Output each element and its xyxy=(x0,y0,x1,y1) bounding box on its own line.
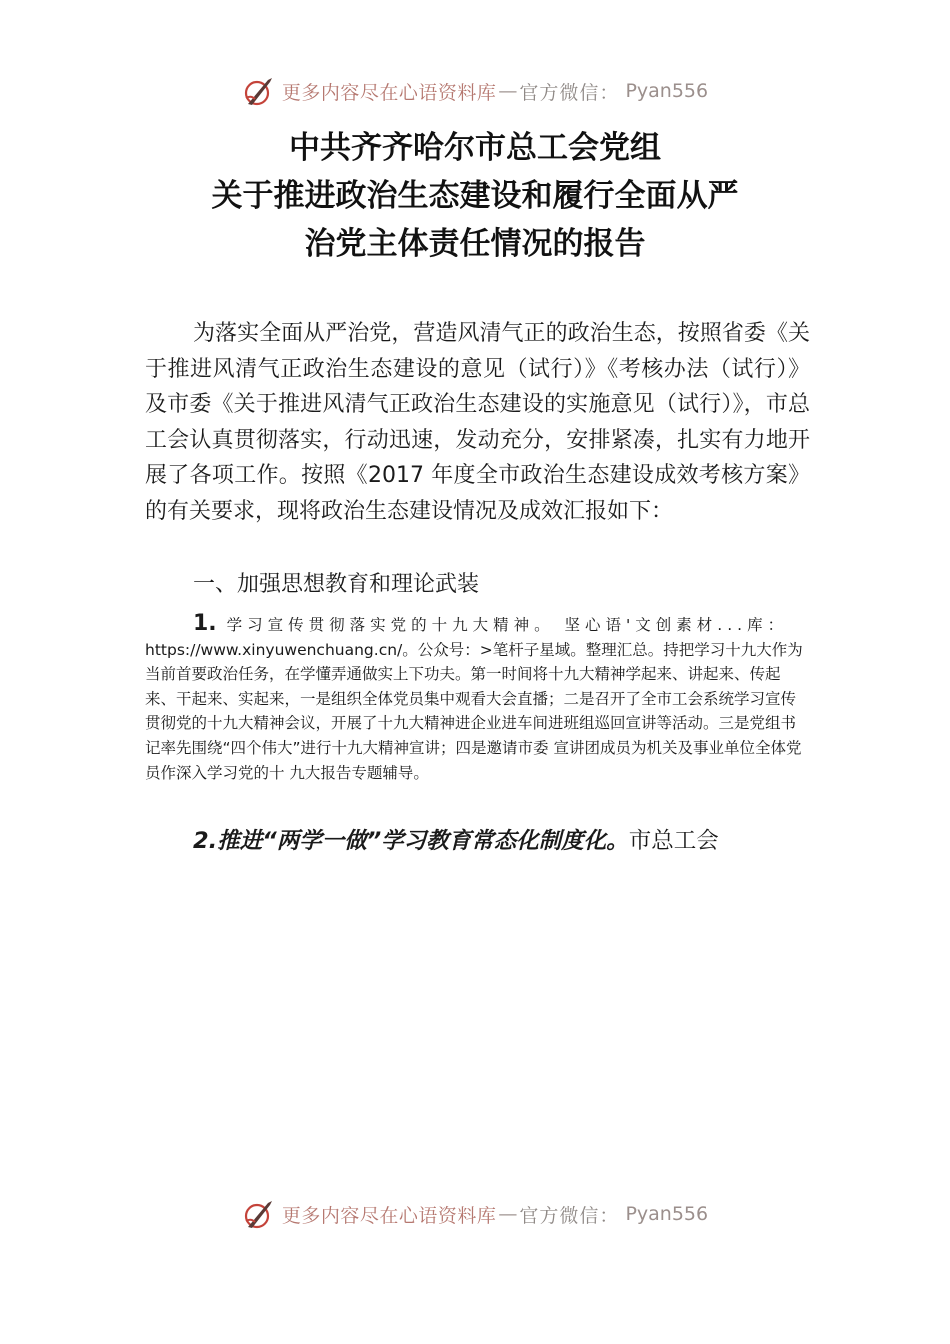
document-title xyxy=(0,124,950,268)
title-line-2: 关于推进政治生态建设和履行全面从严 xyxy=(211,178,739,214)
watermark-text: 更多内容尽在心语资料库 xyxy=(281,81,497,104)
item-1-lead xyxy=(145,611,789,636)
section-heading-1: 一、加强思想教育和理论武装 xyxy=(193,572,480,597)
item-1-heading: 学习宣传贯彻落实党的十九大精神。 坚心语'文创素材...库： xyxy=(216,616,789,634)
item-2-paragraph xyxy=(193,824,719,858)
watermark-wechat-id: Pyan556 xyxy=(625,80,709,102)
watermark-wechat-id: Pyan556 xyxy=(625,1203,709,1225)
watermark-wechat-label: 官方微信： xyxy=(519,81,620,104)
item-1-body: https://www.xinyuwenchuang.cn/。公众号：>笔杆子星域。整理汇总。持把学习十九大作为当前首要政治任务，在学懂弄通做实上下功夫。第一时间将十九大精神学起来、讲起来、传起来、干起来、实起来，一是组织全体党员集中观看大会直播；二是召开了全市工会系统学习宣传贯彻党的十九大精神会议，开展了十九大精神进企业进车间进班组巡回宣讲等活动。三是党组书记率先围绕“四个伟大”进行十九大精神宣讲；四是邀请市委 宣讲团成员为机关及事业单位全体党员作深入学习党的十 九大报告专题辅导。 xyxy=(145,640,803,782)
watermark-wechat-label: 官方微信： xyxy=(519,1204,620,1227)
item-1-paragraph xyxy=(145,612,810,785)
intro-paragraph: 为落实全面从严治党，营造风清气正的政治生态，按照省委《关于推进风清气正政治生态建设的意见（试行）》《考核办法（试行）》及市委《关于推进风清气正政治生态建设的实施意见（试行）》，市总工会认真贯彻落实，行动迅速，发动充分，安排紧凑，扎实有力地开展了各项工作。按照《2017 年度全市政治生态建设成效考核方案》的有关要求，现将政治生态建设情况及成效汇报如下： xyxy=(145,321,810,524)
item-2-text: 市总工会 xyxy=(628,828,719,854)
item-2-heading: 2.推进“两学一做”学习教育常态化制度化。 xyxy=(193,828,629,854)
title-line-3: 治党主体责任情况的报告 xyxy=(304,226,646,262)
pen-logo-icon xyxy=(242,74,276,108)
title-line-1: 中共齐齐哈尔市总工会党组 xyxy=(289,130,661,166)
watermark-banner-top xyxy=(0,74,950,108)
item-1-number: 1. xyxy=(193,611,217,636)
watermark-dash: — xyxy=(498,80,518,102)
watermark-dash: — xyxy=(498,1203,518,1225)
watermark-banner-bottom xyxy=(0,1197,950,1231)
pen-logo-icon xyxy=(242,1197,276,1231)
watermark-text: 更多内容尽在心语资料库 xyxy=(281,1204,497,1227)
